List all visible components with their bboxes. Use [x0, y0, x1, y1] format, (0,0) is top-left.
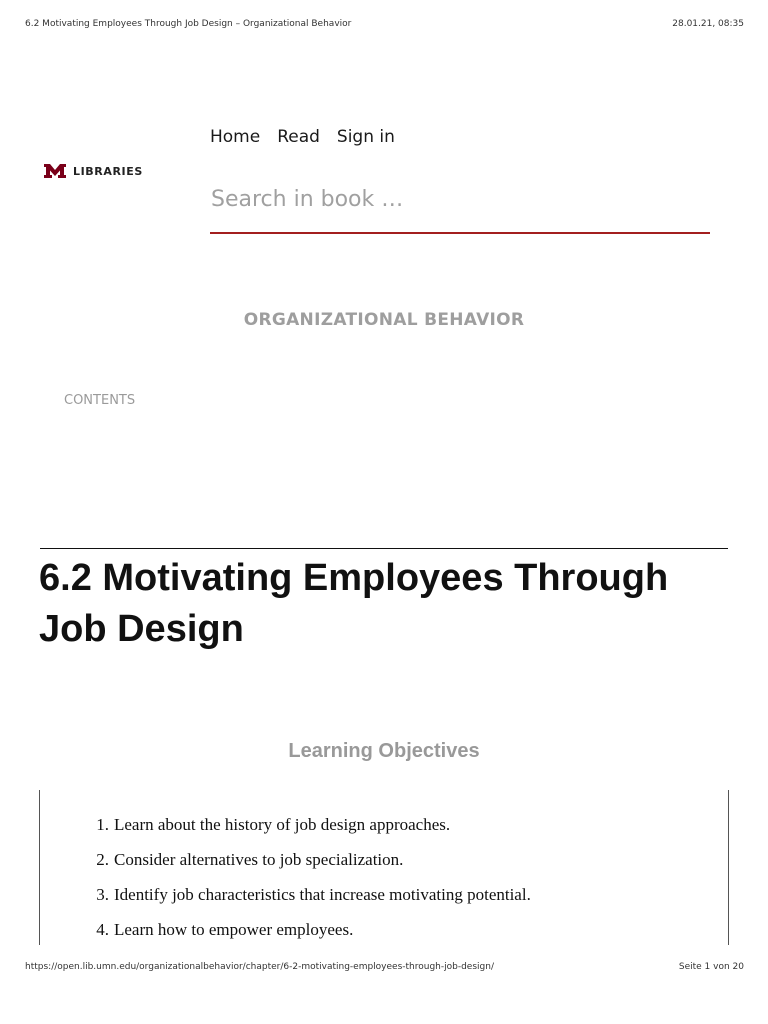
- objective-number: 3.: [96, 885, 109, 904]
- learning-objectives-box: [39, 790, 729, 945]
- objective-item: [84, 850, 531, 885]
- objective-number: 2.: [96, 850, 109, 869]
- print-header-title: 6.2 Motivating Employees Through Job Design – Organizational Behavior: [25, 19, 352, 29]
- print-footer-page: Seite 1 von 20: [678, 962, 744, 972]
- objective-text: Consider alternatives to job specialization.: [114, 850, 404, 869]
- nav-sign-in-link[interactable]: Sign in: [336, 127, 395, 147]
- nav-home-link[interactable]: Home: [210, 127, 261, 147]
- print-header-datetime: 28.01.21, 08:35: [672, 19, 744, 29]
- learning-objectives-list: [84, 815, 531, 955]
- objective-number: 4.: [96, 920, 109, 939]
- objective-text: Learn how to empower employees.: [114, 920, 354, 939]
- main-nav: [210, 127, 395, 147]
- university-m-logo-icon: [44, 164, 66, 178]
- objective-text: Identify job characteristics that increase motivating potential.: [114, 885, 531, 904]
- title-divider: [40, 548, 728, 549]
- logo-text: LIBRARIES: [73, 164, 143, 178]
- chapter-title: 6.2 Motivating Employees Through Job Design: [39, 557, 669, 650]
- objective-text: Learn about the history of job design approaches.: [114, 815, 451, 834]
- objective-item: [84, 885, 531, 920]
- search-in-book-input[interactable]: [210, 174, 710, 234]
- objective-number: 1.: [96, 815, 109, 834]
- libraries-logo[interactable]: [44, 164, 143, 178]
- nav-read-link[interactable]: Read: [277, 127, 320, 147]
- print-header: [25, 19, 744, 29]
- print-footer: [25, 962, 744, 972]
- print-footer-url: https://open.lib.umn.edu/organizationalbehavior/chapter/6-2-motivating-employees-through-job-design/: [25, 962, 494, 972]
- learning-objectives-heading: Learning Objectives: [288, 740, 480, 762]
- objective-item: [84, 815, 531, 850]
- book-title: ORGANIZATIONAL BEHAVIOR: [243, 310, 525, 330]
- contents-toggle[interactable]: CONTENTS: [64, 393, 136, 408]
- objective-item: [84, 920, 531, 955]
